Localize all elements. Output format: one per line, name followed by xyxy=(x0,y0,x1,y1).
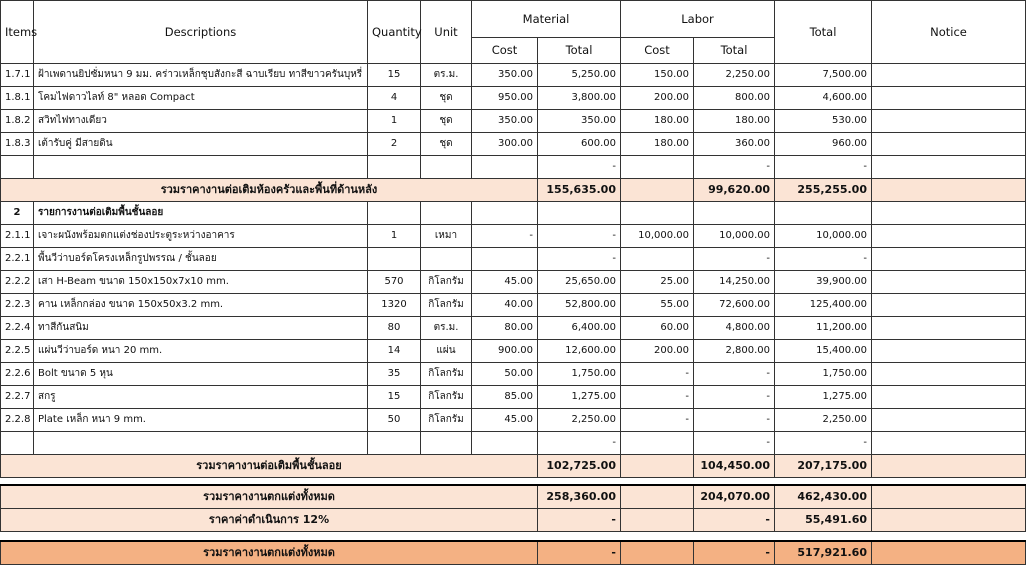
labor-total: 72,600.00 xyxy=(694,294,775,317)
grand-total-total: 517,921.60 xyxy=(775,541,872,565)
item-no xyxy=(1,432,34,455)
material-cost: 50.00 xyxy=(472,363,538,386)
table-row xyxy=(1,432,1026,455)
row-notice xyxy=(872,156,1026,179)
labor-total: 4,800.00 xyxy=(694,317,775,340)
material-cost xyxy=(472,156,538,179)
labor-cost: 180.00 xyxy=(621,133,694,156)
material-total: 2,250.00 xyxy=(538,409,621,432)
row-total: 15,400.00 xyxy=(775,340,872,363)
table-row xyxy=(1,110,1026,133)
row-notice xyxy=(872,386,1026,409)
row-total: - xyxy=(775,248,872,271)
header-items: Items xyxy=(1,1,34,64)
item-description: โคมไฟดาวไลท์ 8" หลอด Compact xyxy=(34,87,368,110)
row-total: 125,400.00 xyxy=(775,294,872,317)
item-description: Bolt ขนาด 5 หุน xyxy=(34,363,368,386)
subtotal-kitchen xyxy=(1,179,1026,202)
item-unit: ชุด xyxy=(421,87,472,110)
labor-total: - xyxy=(694,432,775,455)
summary-decoration-labor: 204,070.00 xyxy=(694,485,775,509)
table-row xyxy=(1,317,1026,340)
summary-decoration-material: 258,360.00 xyxy=(538,485,621,509)
subtotal-mezzanine-label: รวมราคางานต่อเติมพื้นชั้นลอย xyxy=(1,455,538,478)
item-description: สกรู xyxy=(34,386,368,409)
material-total: - xyxy=(538,248,621,271)
item-unit: ตร.ม. xyxy=(421,317,472,340)
table-row xyxy=(1,340,1026,363)
item-no: 2.2.1 xyxy=(1,248,34,271)
header-material-cost: Cost xyxy=(472,37,538,63)
labor-total: - xyxy=(694,363,775,386)
header-labor: Labor xyxy=(621,1,775,38)
material-total: 3,800.00 xyxy=(538,87,621,110)
item-unit: กิโลกรัม xyxy=(421,386,472,409)
row-notice xyxy=(872,363,1026,386)
labor-cost xyxy=(621,156,694,179)
material-cost: 80.00 xyxy=(472,317,538,340)
item-quantity: 14 xyxy=(368,340,421,363)
material-cost xyxy=(472,432,538,455)
table-row xyxy=(1,87,1026,110)
labor-total: 2,800.00 xyxy=(694,340,775,363)
item-description: เสา H-Beam ขนาด 150x150x7x10 mm. xyxy=(34,271,368,294)
labor-cost: 10,000.00 xyxy=(621,225,694,248)
labor-total: - xyxy=(694,409,775,432)
row-notice xyxy=(872,64,1026,87)
spacer-row xyxy=(1,478,1026,486)
item-quantity: 570 xyxy=(368,271,421,294)
material-cost: 350.00 xyxy=(472,110,538,133)
item-no: 2.2.7 xyxy=(1,386,34,409)
grand-total-labor: - xyxy=(694,541,775,565)
subtotal-kitchen-labor: 99,620.00 xyxy=(694,179,775,202)
row-notice xyxy=(872,248,1026,271)
item-no: 2.2.2 xyxy=(1,271,34,294)
item-unit: ชุด xyxy=(421,133,472,156)
item-description: แผ่นวีว่าบอร์ด หนา 20 mm. xyxy=(34,340,368,363)
summary-decoration-label: รวมราคางานตกแต่งทั้งหมด xyxy=(1,485,538,509)
material-cost: 350.00 xyxy=(472,64,538,87)
item-unit: กิโลกรัม xyxy=(421,271,472,294)
item-description: ทาสีกันสนิม xyxy=(34,317,368,340)
item-description: ฝ้าเพดานยิปซั่มหนา 9 มม. คร่าวเหล็กชุบสังกะสี ฉาบเรียบ ทาสีขาวครันบุหรี่ xyxy=(34,64,368,87)
material-total: 1,750.00 xyxy=(538,363,621,386)
labor-total: - xyxy=(694,248,775,271)
spacer-row xyxy=(1,532,1026,542)
material-total: 6,400.00 xyxy=(538,317,621,340)
row-notice xyxy=(872,340,1026,363)
material-total: 350.00 xyxy=(538,110,621,133)
labor-cost: 25.00 xyxy=(621,271,694,294)
labor-total: 10,000.00 xyxy=(694,225,775,248)
table-row xyxy=(1,409,1026,432)
row-total: 10,000.00 xyxy=(775,225,872,248)
item-no: 1.7.1 xyxy=(1,64,34,87)
row-total: 39,900.00 xyxy=(775,271,872,294)
subtotal-kitchen-total: 255,255.00 xyxy=(775,179,872,202)
header-unit: Unit xyxy=(421,1,472,64)
row-total: 7,500.00 xyxy=(775,64,872,87)
header-labor-cost: Cost xyxy=(621,37,694,63)
item-unit: เหมา xyxy=(421,225,472,248)
labor-total: 180.00 xyxy=(694,110,775,133)
table-row xyxy=(1,156,1026,179)
material-total: - xyxy=(538,156,621,179)
material-cost: 85.00 xyxy=(472,386,538,409)
item-no: 1.8.3 xyxy=(1,133,34,156)
item-no: 2.2.4 xyxy=(1,317,34,340)
material-cost: 950.00 xyxy=(472,87,538,110)
header-notice: Notice xyxy=(872,1,1026,64)
summary-decoration xyxy=(1,485,1026,509)
header-material: Material xyxy=(472,1,621,38)
material-cost: 300.00 xyxy=(472,133,538,156)
labor-cost xyxy=(621,248,694,271)
labor-total: 360.00 xyxy=(694,133,775,156)
material-total: 5,250.00 xyxy=(538,64,621,87)
item-quantity: 35 xyxy=(368,363,421,386)
labor-cost: - xyxy=(621,363,694,386)
material-cost: 45.00 xyxy=(472,409,538,432)
material-total: 25,650.00 xyxy=(538,271,621,294)
item-no: 2.1.1 xyxy=(1,225,34,248)
subtotal-kitchen-label: รวมราคางานต่อเติมห้องครัวและพื้นที่ด้านหลัง xyxy=(1,179,538,202)
item-unit xyxy=(421,248,472,271)
row-notice xyxy=(872,409,1026,432)
header-total: Total xyxy=(775,1,872,64)
labor-cost: 200.00 xyxy=(621,340,694,363)
material-total: - xyxy=(538,225,621,248)
item-quantity: 1 xyxy=(368,110,421,133)
operation-fee-material: - xyxy=(538,509,621,532)
item-quantity: 15 xyxy=(368,386,421,409)
labor-total: - xyxy=(694,386,775,409)
labor-cost: 60.00 xyxy=(621,317,694,340)
subtotal-mezzanine-total: 207,175.00 xyxy=(775,455,872,478)
operation-fee-labor: - xyxy=(694,509,775,532)
labor-total: - xyxy=(694,156,775,179)
item-unit: แผ่น xyxy=(421,340,472,363)
item-quantity: 50 xyxy=(368,409,421,432)
row-notice xyxy=(872,317,1026,340)
grand-total-material: - xyxy=(538,541,621,565)
labor-cost: 180.00 xyxy=(621,110,694,133)
item-no: 2.2.6 xyxy=(1,363,34,386)
header-descriptions: Descriptions xyxy=(34,1,368,64)
row-total: 11,200.00 xyxy=(775,317,872,340)
item-quantity: 1320 xyxy=(368,294,421,317)
item-no: 2.2.5 xyxy=(1,340,34,363)
operation-fee xyxy=(1,509,1026,532)
row-total: 960.00 xyxy=(775,133,872,156)
row-total: 4,600.00 xyxy=(775,87,872,110)
labor-cost: - xyxy=(621,409,694,432)
table-row xyxy=(1,386,1026,409)
item-unit: กิโลกรัม xyxy=(421,294,472,317)
row-total: 1,275.00 xyxy=(775,386,872,409)
item-description: เต้ารับคู่ มีสายดิน xyxy=(34,133,368,156)
item-no xyxy=(1,156,34,179)
item-no: 1.8.2 xyxy=(1,110,34,133)
row-total: 2,250.00 xyxy=(775,409,872,432)
header-quantity: Quantity xyxy=(368,1,421,64)
subtotal-mezzanine-material: 102,725.00 xyxy=(538,455,621,478)
row-total: - xyxy=(775,432,872,455)
row-total: - xyxy=(775,156,872,179)
table-row xyxy=(1,133,1026,156)
row-notice xyxy=(872,133,1026,156)
material-total: 12,600.00 xyxy=(538,340,621,363)
row-total: 530.00 xyxy=(775,110,872,133)
subtotal-mezzanine-labor: 104,450.00 xyxy=(694,455,775,478)
section-heading xyxy=(1,202,1026,225)
material-cost xyxy=(472,248,538,271)
header-labor-total: Total xyxy=(694,37,775,63)
material-total: 600.00 xyxy=(538,133,621,156)
section-title: รายการงานต่อเติมพื้นชั้นลอย xyxy=(34,202,368,225)
item-quantity: 4 xyxy=(368,87,421,110)
labor-total: 800.00 xyxy=(694,87,775,110)
table-row xyxy=(1,271,1026,294)
item-quantity: 15 xyxy=(368,64,421,87)
operation-fee-total: 55,491.60 xyxy=(775,509,872,532)
subtotal-mezzanine xyxy=(1,455,1026,478)
table-row xyxy=(1,64,1026,87)
item-unit xyxy=(421,156,472,179)
labor-total: 2,250.00 xyxy=(694,64,775,87)
item-quantity: 2 xyxy=(368,133,421,156)
material-cost: 900.00 xyxy=(472,340,538,363)
grand-total xyxy=(1,541,1026,565)
labor-total: 14,250.00 xyxy=(694,271,775,294)
grand-total-label: รวมราคางานตกแต่งทั้งหมด xyxy=(1,541,538,565)
row-notice xyxy=(872,225,1026,248)
item-description: Plate เหล็ก หนา 9 mm. xyxy=(34,409,368,432)
item-description: พื้นวีว่าบอร์ดโครงเหล็กรูปพรรณ / ชั้นลอย xyxy=(34,248,368,271)
item-quantity: 80 xyxy=(368,317,421,340)
header-material-total: Total xyxy=(538,37,621,63)
item-unit xyxy=(421,432,472,455)
labor-cost: 55.00 xyxy=(621,294,694,317)
summary-decoration-total: 462,430.00 xyxy=(775,485,872,509)
material-total: 52,800.00 xyxy=(538,294,621,317)
labor-cost: - xyxy=(621,386,694,409)
row-notice xyxy=(872,271,1026,294)
item-quantity xyxy=(368,432,421,455)
subtotal-kitchen-material: 155,635.00 xyxy=(538,179,621,202)
labor-cost: 200.00 xyxy=(621,87,694,110)
section-number: 2 xyxy=(1,202,34,225)
item-no: 2.2.3 xyxy=(1,294,34,317)
item-quantity: 1 xyxy=(368,225,421,248)
labor-cost xyxy=(621,432,694,455)
item-description xyxy=(34,432,368,455)
item-no: 2.2.8 xyxy=(1,409,34,432)
item-description xyxy=(34,156,368,179)
table-row xyxy=(1,363,1026,386)
item-unit: ชุด xyxy=(421,110,472,133)
material-cost: 40.00 xyxy=(472,294,538,317)
item-description: เจาะผนังพร้อมตกแต่งช่องประตูระหว่างอาคาร xyxy=(34,225,368,248)
material-cost: - xyxy=(472,225,538,248)
table-row xyxy=(1,294,1026,317)
item-no: 1.8.1 xyxy=(1,87,34,110)
material-total: - xyxy=(538,432,621,455)
row-total: 1,750.00 xyxy=(775,363,872,386)
item-description: คาน เหล็กกล่อง ขนาด 150x50x3.2 mm. xyxy=(34,294,368,317)
row-notice xyxy=(872,432,1026,455)
item-description: สวิทไฟทางเดียว xyxy=(34,110,368,133)
operation-fee-label: ราคาค่าดำเนินการ 12% xyxy=(1,509,538,532)
item-quantity xyxy=(368,156,421,179)
row-notice xyxy=(872,294,1026,317)
row-notice xyxy=(872,87,1026,110)
table-row xyxy=(1,248,1026,271)
item-unit: กิโลกรัม xyxy=(421,409,472,432)
item-unit: ตร.ม. xyxy=(421,64,472,87)
item-unit: กิโลกรัม xyxy=(421,363,472,386)
table-row xyxy=(1,225,1026,248)
item-quantity xyxy=(368,248,421,271)
labor-cost: 150.00 xyxy=(621,64,694,87)
material-total: 1,275.00 xyxy=(538,386,621,409)
row-notice xyxy=(872,110,1026,133)
material-cost: 45.00 xyxy=(472,271,538,294)
